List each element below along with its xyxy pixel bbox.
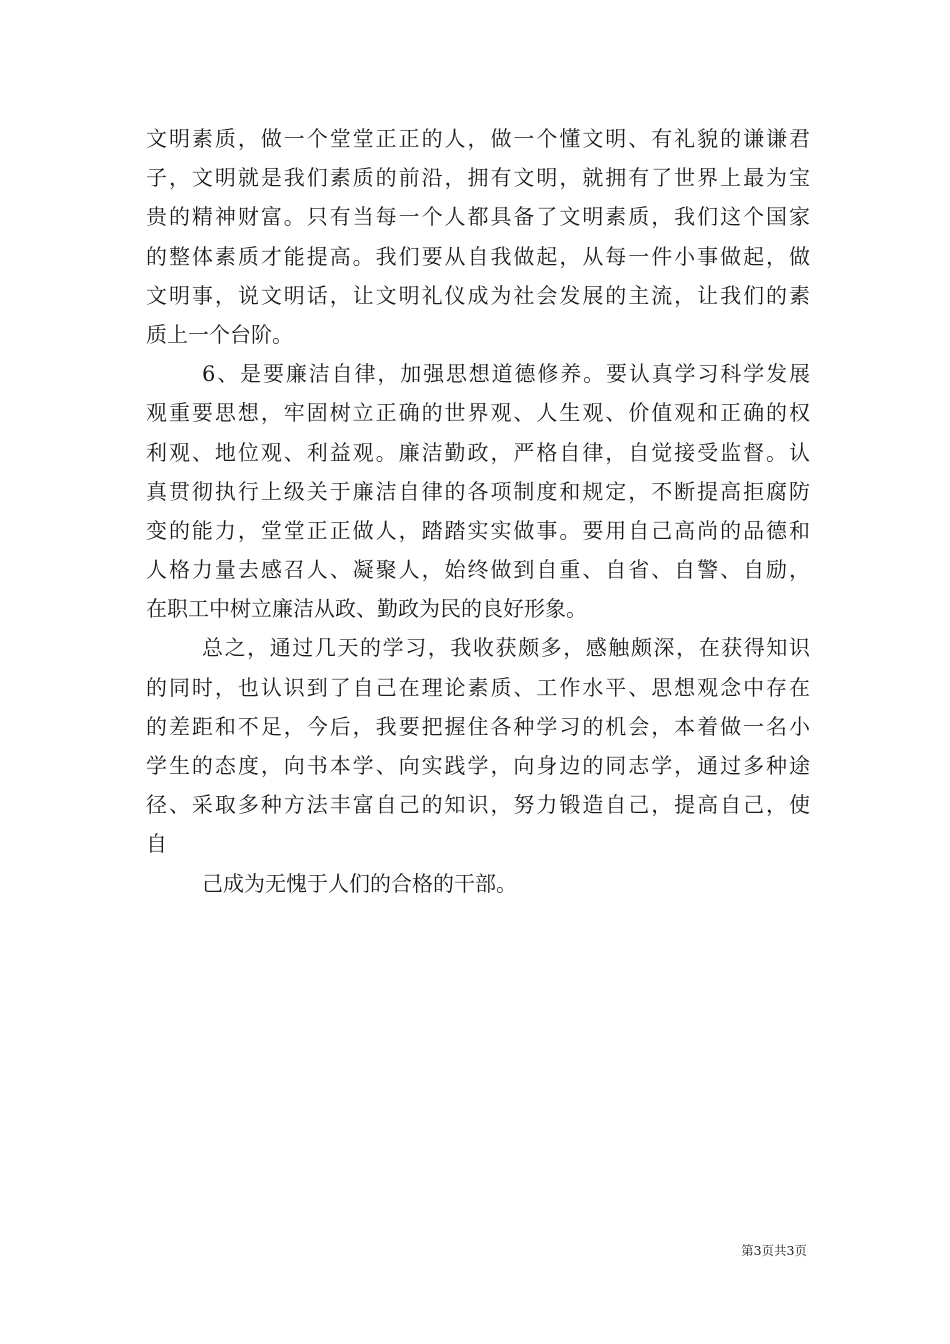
text-line: 的整体素质才能提高。我们要从自我做起，从每一件小事做起，做: [146, 244, 810, 269]
text-line: 总之，通过几天的学习，我收获颇多，感触颇深，在获得知识: [202, 636, 810, 661]
text-line: 在职工中树立廉洁从政、勤政为民的良好形象。: [146, 597, 587, 622]
text-line: 观重要思想，牢固树立正确的世界观、人生观、价值观和正确的权: [146, 401, 810, 426]
text-line: 真贯彻执行上级关于廉洁自律的各项制度和规定，不断提高拒腐防: [146, 479, 810, 504]
document-body: [146, 120, 810, 904]
text-line: 自: [146, 832, 167, 857]
page-number-footer: 第3页共3页: [741, 1243, 807, 1258]
text-line: 变的能力，堂堂正正做人，踏踏实实做事。要用自己高尚的品德和: [146, 518, 810, 543]
text-line: 6、是要廉洁自律，加强思想道德修养。要认真学习科学发展: [202, 362, 810, 387]
text-line: 径、采取多种方法丰富自己的知识，努力锻造自己，提高自己，使: [146, 793, 810, 818]
text-line: 子，文明就是我们素质的前沿，拥有文明，就拥有了世界上最为宝: [146, 166, 810, 191]
text-line: 利观、地位观、利益观。廉洁勤政，严格自律，自觉接受监督。认: [146, 440, 810, 465]
text-line: 贵的精神财富。只有当每一个人都具备了文明素质，我们这个国家: [146, 205, 810, 230]
text-line: 人格力量去感召人、凝聚人，始终做到自重、自省、自警、自励，: [146, 558, 810, 583]
text-line: 的同时，也认识到了自己在理论素质、工作水平、思想观念中存在: [146, 675, 810, 700]
text-line: 质上一个台阶。: [146, 322, 293, 347]
text-line: 文明素质，做一个堂堂正正的人，做一个懂文明、有礼貌的谦谦君: [146, 127, 810, 151]
text-line: 的差距和不足，今后，我要把握住各种学习的机会，本着做一名小: [146, 714, 810, 739]
text-line: 己成为无愧于人们的合格的干部。: [202, 871, 517, 896]
text-line: 学生的态度，向书本学、向实践学，向身边的同志学，通过多种途: [146, 754, 810, 778]
text-line: 文明事，说文明话，让文明礼仪成为社会发展的主流，让我们的素: [146, 283, 810, 308]
